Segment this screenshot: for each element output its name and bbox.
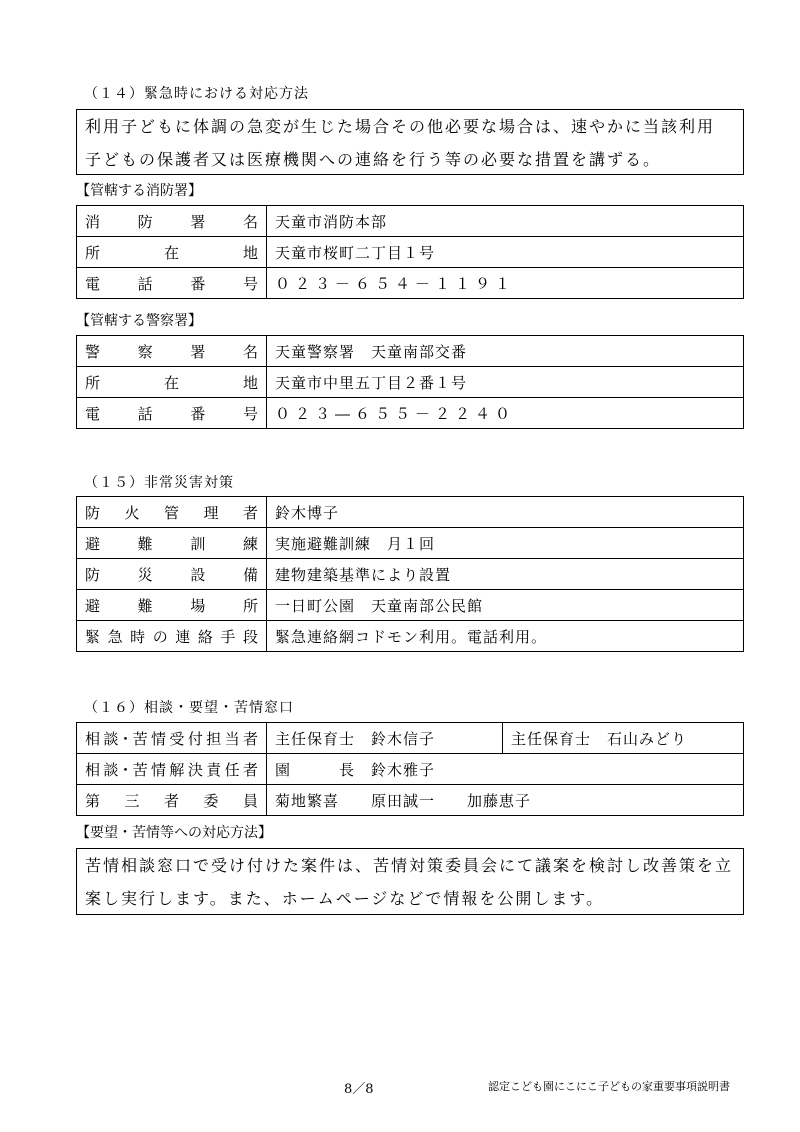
- section-14-heading: （１４）緊急時における対応方法: [84, 86, 309, 102]
- emergency-response-text: [76, 109, 744, 175]
- text-line: 苦情相談窓口で受け付けた案件は、苦情対策委員会にて議案を検討し改善策を立: [85, 856, 734, 875]
- row-label: 所在地: [77, 237, 267, 268]
- row-value: 天童市消防本部: [267, 206, 744, 237]
- document-title: 認定こども園にこにこ子どもの家重要事項説明書: [488, 1080, 730, 1093]
- row-value: 菊地繁喜 原田誠一 加藤恵子: [267, 785, 744, 816]
- section-15-heading: （１５）非常災害対策: [84, 475, 234, 491]
- row-label: 防災設備: [77, 559, 267, 590]
- table-row: [77, 206, 744, 237]
- table-row: [77, 398, 744, 429]
- table-row: [77, 497, 744, 528]
- row-label: 相談･苦情解決責任者: [77, 754, 267, 785]
- row-label: 消防署名: [77, 206, 267, 237]
- section-16-heading: （１６）相談・要望・苦情窓口: [84, 700, 294, 716]
- fire-station-title: 【管轄する消防署】: [76, 183, 202, 199]
- table-row: [77, 754, 744, 785]
- row-value: ０２３－６５４－１１９１: [267, 268, 744, 299]
- row-value: 天童警察署 天童南部交番: [267, 336, 744, 367]
- table-row: [77, 528, 744, 559]
- row-label: 第三者委員: [77, 785, 267, 816]
- row-value: 建物建築基準により設置: [267, 559, 744, 590]
- row-value: 園 長 鈴木雅子: [267, 754, 744, 785]
- table-row: [77, 559, 744, 590]
- row-label: 緊急時の連絡手段: [77, 621, 267, 652]
- police-station-table: [76, 335, 744, 429]
- row-value: 主任保育士 鈴木信子: [267, 723, 503, 754]
- consultation-table: [76, 722, 744, 816]
- row-label: 避難場所: [77, 590, 267, 621]
- text-line: 子どもの保護者又は医療機関への連絡を行う等の必要な措置を講ずる。: [85, 150, 662, 169]
- row-value: 緊急連絡網コドモン利用。電話利用。: [267, 621, 744, 652]
- disaster-table: [76, 496, 744, 652]
- row-value: 天童市桜町二丁目１号: [267, 237, 744, 268]
- table-row: [77, 336, 744, 367]
- row-label: 所在地: [77, 367, 267, 398]
- fire-station-table: [76, 205, 744, 299]
- table-row: [77, 268, 744, 299]
- text-line: 案し実行します。また、ホームページなどで情報を公開します。: [85, 889, 605, 908]
- row-value-secondary: 主任保育士 石山みどり: [503, 723, 744, 754]
- table-row: [77, 785, 744, 816]
- complaint-method-title: 【要望・苦情等への対応方法】: [76, 825, 272, 841]
- table-row: [77, 590, 744, 621]
- row-value: ０２３―６５５－２２４０: [267, 398, 744, 429]
- row-label: 電話番号: [77, 268, 267, 299]
- table-row: [77, 621, 744, 652]
- row-value: 鈴木博子: [267, 497, 744, 528]
- table-row: [77, 237, 744, 268]
- row-label: 避難訓練: [77, 528, 267, 559]
- row-label: 警察署名: [77, 336, 267, 367]
- row-value: 一日町公園 天童南部公民館: [267, 590, 744, 621]
- row-label: 防火管理者: [77, 497, 267, 528]
- row-value: 天童市中里五丁目２番１号: [267, 367, 744, 398]
- police-station-title: 【管轄する警察署】: [76, 313, 202, 329]
- page-number: 8／8: [344, 1082, 374, 1097]
- table-row: [77, 367, 744, 398]
- complaint-method-text: [76, 848, 744, 915]
- row-label: 電話番号: [77, 398, 267, 429]
- row-value: 実施避難訓練 月１回: [267, 528, 744, 559]
- text-line: 利用子どもに体調の急変が生じた場合その他必要な場合は、速やかに当該利用: [85, 117, 716, 136]
- row-label: 相談･苦情受付担当者: [77, 723, 267, 754]
- table-row: [77, 723, 744, 754]
